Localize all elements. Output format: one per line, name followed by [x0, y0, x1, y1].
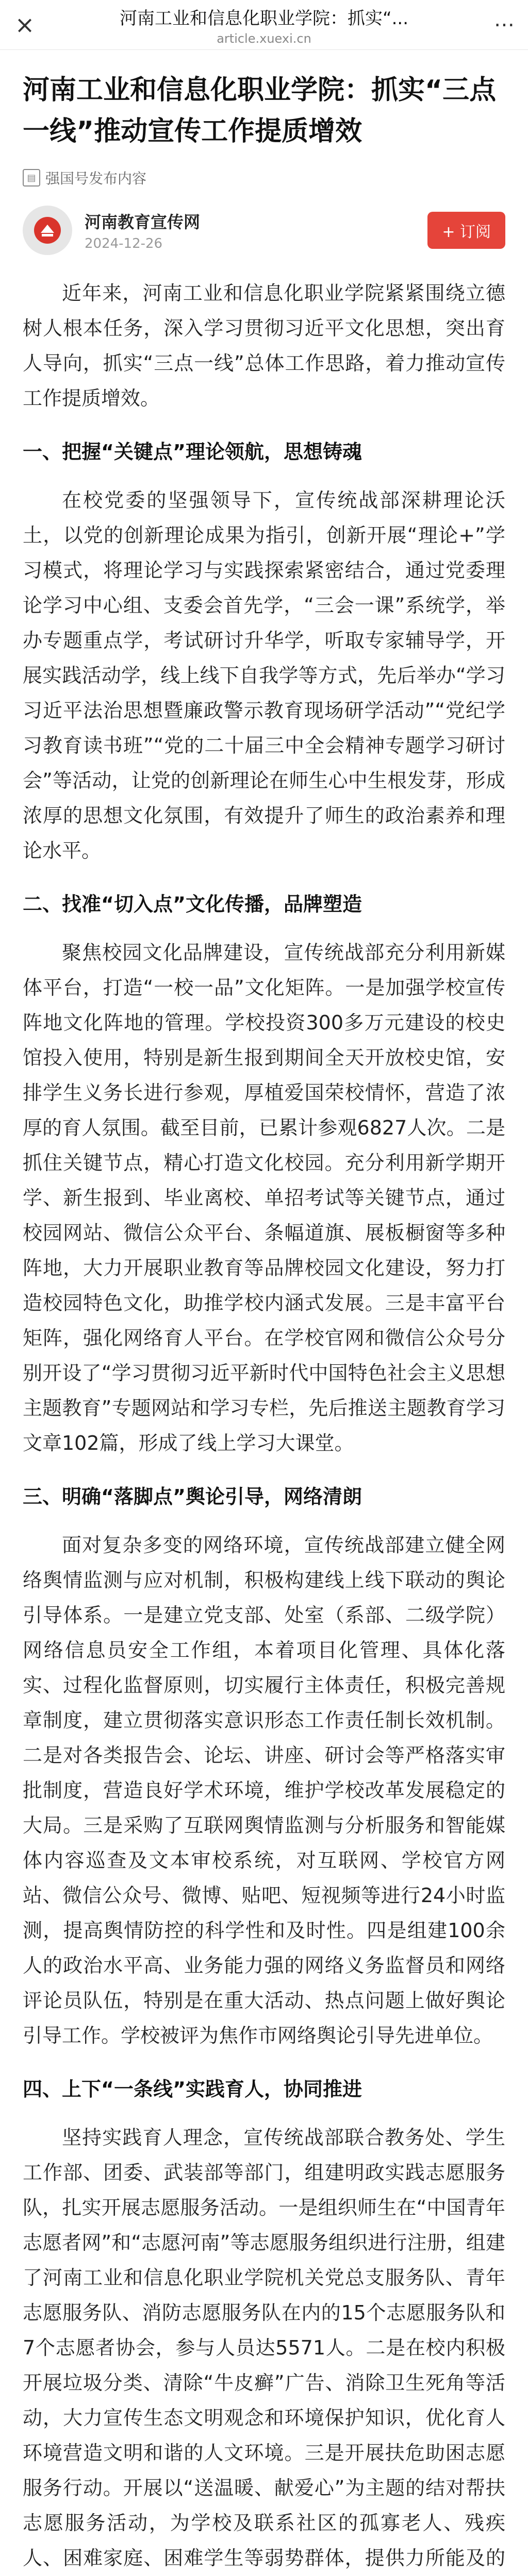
browser-topbar — [0, 0, 528, 50]
section-heading-3: 三、明确“落脚点”舆论引导，网络清朗 — [23, 1485, 362, 1508]
publish-notice-text: 强国号发布内容 — [45, 170, 147, 187]
article-title: 河南工业和信息化职业学院：抓实“三点一线”推动宣传工作提质增效 — [23, 75, 497, 147]
publish-date: 2024-12-26 — [85, 236, 163, 251]
paragraph-intro: 近年来，河南工业和信息化职业学院紧紧围绕立德树人根本任务，深入学习贯彻习近平文化思想，突出育人导向，抓实“三点一线”总体工作思路，着力推动宣传工作提质增效。 — [23, 282, 505, 410]
article-content — [0, 70, 528, 2576]
author-logo-icon — [29, 212, 65, 248]
publish-notice — [23, 167, 505, 188]
document-icon: ▤ — [23, 169, 40, 187]
section-heading-2: 二、找准“切入点”文化传播，品牌塑造 — [23, 893, 362, 916]
paragraph-s2: 聚焦校园文化品牌建设，宣传统战部充分利用新媒体平台，打造“一校一品”文化矩阵。一是加强学校宣传阵地文化阵地的管理。学校投资300多万元建设的校史馆投入使用，特别是新生报到期间全天开放校史馆，安排学生义务长进行参观，厚植爱国荣校情怀，营造了浓厚的育人氛围。截至目前，已累计参观6827人次。二是抓住关键节点，精心打造文化校园。充分利用新学期开学、新生报到、毕业离校、单招考试等关键节点，通过校园网站、微信公众平台、条幅道旗、展板橱窗等多种阵地，大力开展职业教育等品牌校园文化建设，努力打造校园特色文化，助推学校内涵式发展。三是丰富平台矩阵，强化网络育人平台。在学校官网和微信公众号分别开设了“学习贯彻习近平新时代中国特色社会主义思想主题教育”专题网站和学习专栏，先后推送主题教育学习文章102篇，形成了线上学习大课堂。 — [23, 941, 505, 1454]
paragraph-s3: 面对复杂多变的网络环境，宣传统战部建立健全网络舆情监测与应对机制，积极构建线上线下联动的舆论引导体系。一是建立党支部、处室（系部、二级学院）网络信息员安全工作组，本着项目化管理、具体化落实、过程化监督原则，切实履行主体责任，积极完善规章制度，建立贯彻落实意识形态工作责任制长效机制。二是对各类报告会、论坛、讲座、研讨会等严格落实审批制度，营造良好学术环境，维护学校改革发展稳定的大局。三是采购了互联网舆情监测与分析服务和智能媒体内容巡查及文本审校系统，对互联网、学校官方网站、微信公众号、微博、贴吧、短视频等进行24小时监测，提高舆情防控的科学性和及时性。四是组建100余人的政治水平高、业务能力强的网络义务监督员和网络评论员队伍，特别是在重大活动、热点问题上做好舆论引导工作。学校被评为焦作市网络舆论引导先进单位。 — [23, 1534, 505, 2047]
topbar-title-wrap — [50, 4, 528, 46]
topbar-domain: article.xuexi.cn — [217, 31, 311, 46]
author-meta — [85, 209, 427, 251]
paragraph-s1: 在校党委的坚强领导下，宣传统战部深耕理论沃土，以党的创新理论成果为指引，创新开展“理论+”学习模式，将理论学习与实践探索紧密结合，通过党委理论学习中心组、支委会首先学，“三会一课”系统学，举办专题重点学，考试研讨升华学，听取专家辅导学，开展实践活动学，线上线下自我学等方式，先后举办“学习习近平法治思想暨廉政警示教育现场研学活动”“党纪学习教育读书班”“党的二十届三中全会精神专题学习研讨会”等活动，让党的创新理论在师生心中生根发芽，形成浓厚的思想文化氛围，有效提升了师生的政治素养和理论水平。 — [23, 489, 505, 862]
section-heading-4: 四、上下“一条线”实践育人，协同推进 — [23, 2078, 362, 2100]
subscribe-button[interactable]: + 订阅 — [427, 212, 505, 249]
more-menu-icon[interactable]: ⋯ — [494, 13, 515, 37]
section-heading-1: 一、把握“关键点”理论领航，思想铸魂 — [23, 440, 362, 463]
close-icon[interactable]: × — [14, 11, 35, 39]
author-row — [23, 206, 505, 255]
topbar-page-title: 河南工业和信息化职业学院：抓实“... — [119, 8, 409, 29]
author-avatar[interactable] — [23, 206, 72, 255]
paragraph-s4: 坚持实践育人理念，宣传统战部联合教务处、学生工作部、团委、武装部等部门，组建明政实践志愿服务队，扎实开展志愿服务活动。一是组织师生在“中国青年志愿者网”和“志愿河南”等志愿服务组织进行注册，组建了河南工业和信息化职业学院机关党总支服务队、青年志愿服务队、消防志愿服务队在内的15个志愿服务队和7个志愿者协会，参与人员达5571人。二是在校内积极开展垃圾分类、清除“牛皮癣”广告、消除卫生死角等活动，大力宣传生态文明观念和环境保护知识，优化育人环境营造文明和谐的人文环境。三是开展扶危助困志愿服务行动。开展以“送温暖、献爱心”为主题的结对帮扶志愿服务活动，为学校及联系社区的孤寡老人、残疾人、困难家庭、困难学生等弱势群体，提供力所能及的 — [23, 2126, 505, 2569]
author-name[interactable]: 河南教育宣传网 — [85, 212, 201, 232]
